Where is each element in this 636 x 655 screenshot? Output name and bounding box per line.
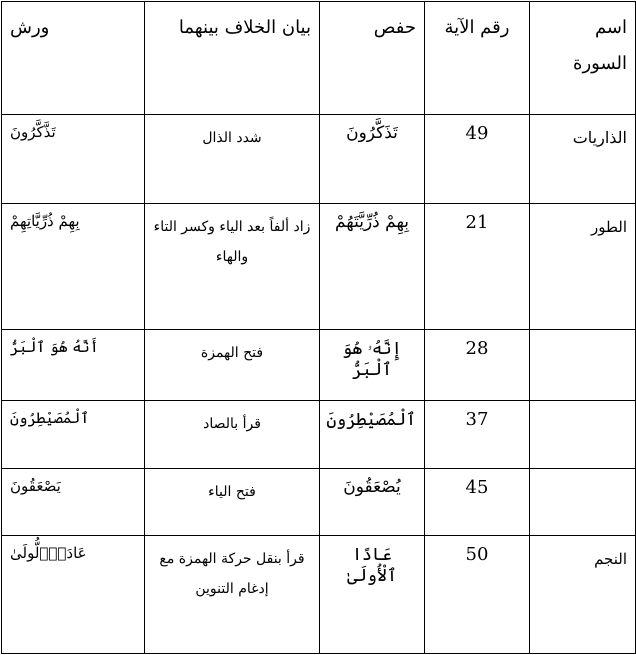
warsh-cell: بِهِمْ ذُرِّيَّاتِهِمْ [2,204,145,330]
difference-cell: فتح الهمزة [145,330,320,401]
hafs-cell: ٱلْمُصَيْطِرُونَ [320,401,425,468]
ayah-cell: 28 [425,330,530,401]
surah-cell: الذاريات [530,114,636,204]
surah-cell: الطور [530,204,636,330]
header-hafs: حفص [320,2,425,115]
table-row [2,330,636,401]
warsh-cell: ٱلْمُصَيْطِرُونَ [2,401,145,468]
table-row [2,204,636,330]
table-header-row [2,2,636,115]
header-ayah-number: رقم الآية [425,2,530,115]
hafs-cell: عَادًا ٱلْأُولَىٰ [320,536,425,654]
header-difference: بيان الخلاف بينهما [145,2,320,115]
ayah-cell: 45 [425,468,530,535]
hafs-cell: إِنَّهُۥ هُوَ ٱلْبَرُّ [320,330,425,401]
readings-comparison-table [1,1,636,654]
table-row [2,401,636,468]
warsh-cell: أَنَّهُ هُوَ ٱلْبَرُّ [2,330,145,401]
warsh-cell: تَذَّكَّرُونَ [2,114,145,204]
warsh-cell: يَصْعَقُونَ [2,468,145,535]
difference-cell: زاد ألفاً بعد الياء وكسر التاء والهاء [145,204,320,330]
difference-cell: شدد الذال [145,114,320,204]
ayah-cell: 21 [425,204,530,330]
table-row [2,468,636,535]
surah-cell: النجم [530,536,636,654]
ayah-cell: 37 [425,401,530,468]
difference-cell: قرأ بنقل حركة الهمزة مع إدغام التنوين [145,536,320,654]
header-surah-name: اسم السورة [530,2,636,115]
hafs-cell: يُصْعَقُونَ [320,468,425,535]
ayah-cell: 50 [425,536,530,654]
surah-cell [530,468,636,535]
hafs-cell: تَذَكَّرُونَ [320,114,425,204]
ayah-cell: 49 [425,114,530,204]
table-row [2,114,636,204]
difference-cell: قرأ بالصاد [145,401,320,468]
hafs-cell: بِهِمْ ذُرِّيَّتَهُمْ [320,204,425,330]
difference-cell: فتح الياء [145,468,320,535]
table-row [2,536,636,654]
header-warsh: ورش [2,2,145,115]
surah-cell [530,330,636,401]
surah-cell [530,401,636,468]
warsh-cell: عَادَاَ۬لُّولَىٰ [2,536,145,654]
